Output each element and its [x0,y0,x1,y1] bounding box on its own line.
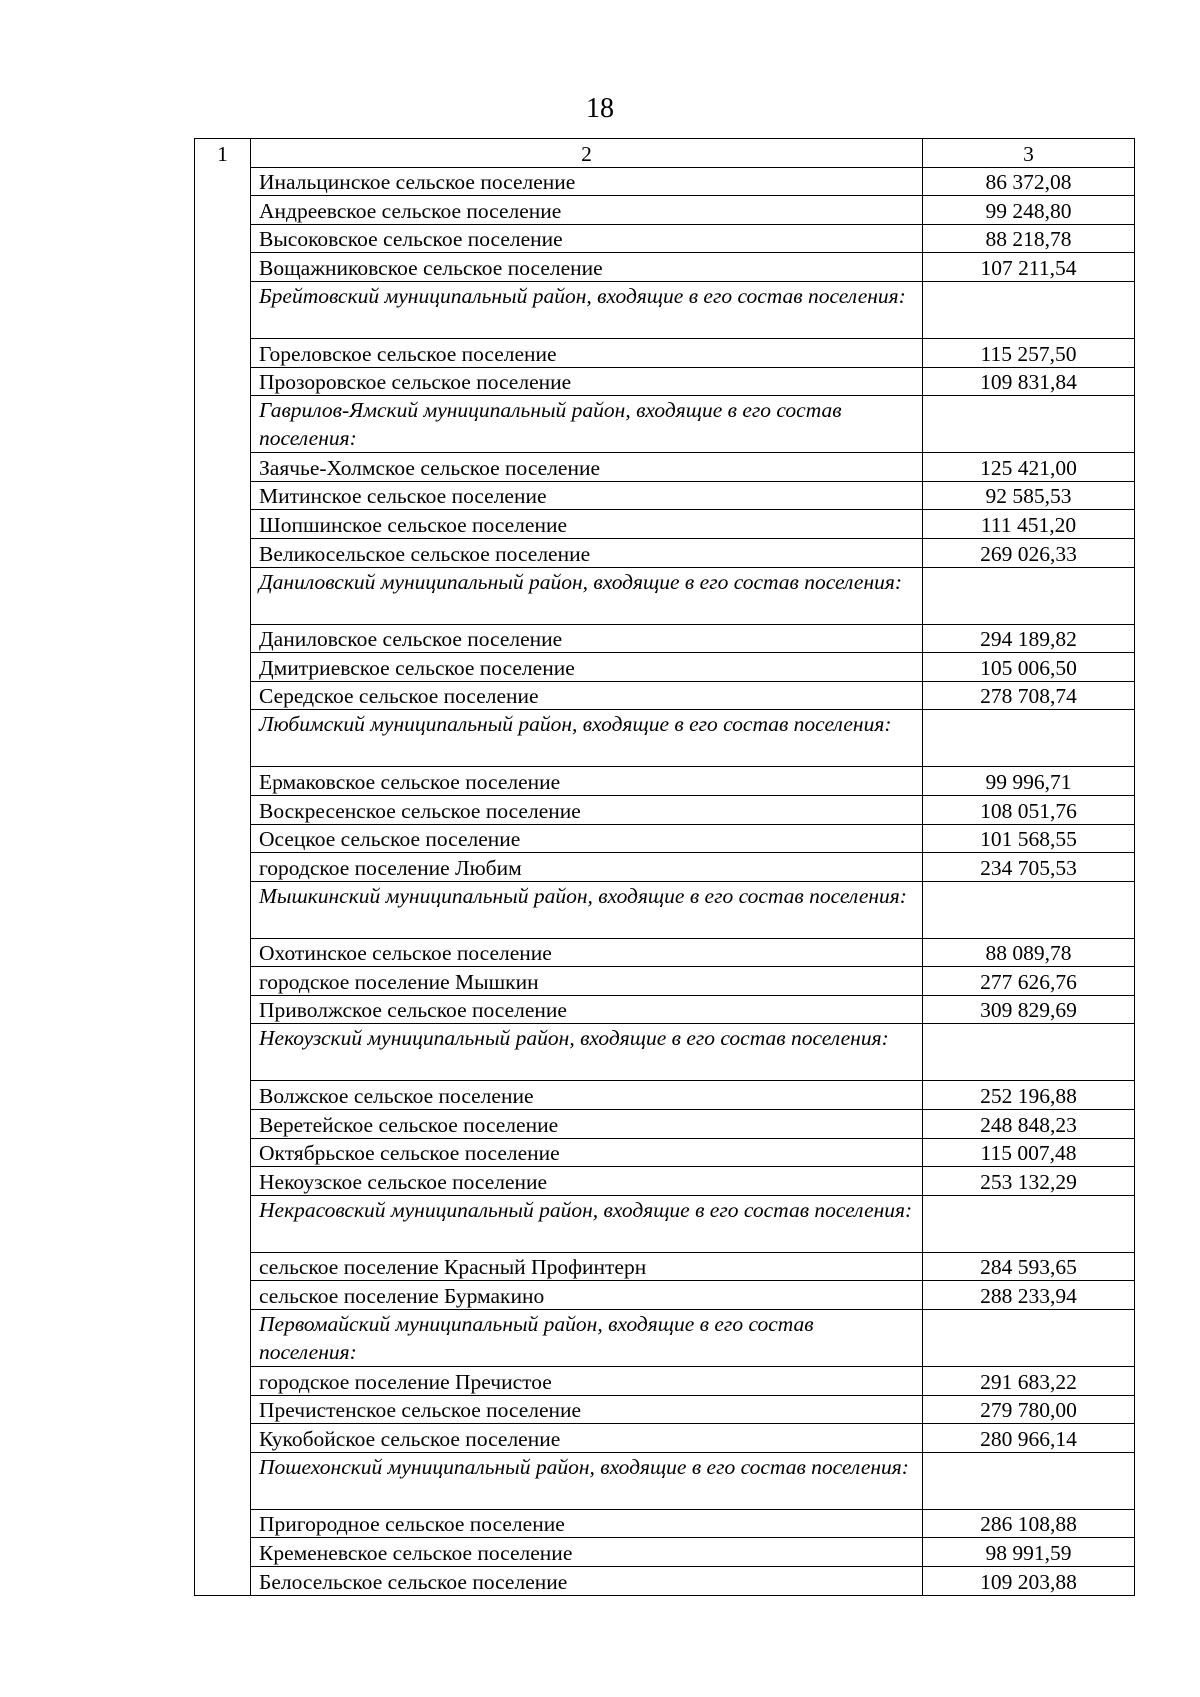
settlement-name-cell: Кукобойское сельское поселение [251,1424,923,1453]
amount-cell: 278 708,74 [923,681,1135,710]
row-index-cell [195,1538,251,1567]
district-name-cell: Любимский муниципальный район, входящие в его состав поселения: [251,710,923,767]
allocation-table [194,138,1135,1596]
header-col-2: 2 [251,139,923,168]
amount-cell: 111 451,20 [923,510,1135,539]
district-name-cell: Некоузский муниципальный район, входящие в его состав поселения: [251,1024,923,1081]
table-row [195,1567,1135,1596]
district-name-cell: Брейтовский муниципальный район, входящие в его состав поселения: [251,281,923,338]
settlement-name-cell: Волжское сельское поселение [251,1081,923,1110]
table-row [195,510,1135,539]
district-name-cell: Гаврилов-Ямский муниципальный район, входящие в его состав поселения: [251,396,923,453]
district-row [195,567,1135,624]
settlement-name-cell: Гореловское сельское поселение [251,338,923,367]
row-index-cell [195,481,251,510]
row-index-cell [195,881,251,938]
header-col-3: 3 [923,139,1135,168]
settlement-name-cell: Митинское сельское поселение [251,481,923,510]
row-index-cell [195,767,251,796]
row-index-cell [195,710,251,767]
amount-cell [923,567,1135,624]
amount-cell: 125 421,00 [923,453,1135,482]
row-index-cell [195,1310,251,1367]
row-index-cell [195,967,251,996]
amount-cell: 108 051,76 [923,795,1135,824]
row-index-cell [195,253,251,282]
table-row [195,1509,1135,1538]
table-row [195,1281,1135,1310]
table-row [195,1367,1135,1396]
table-row [195,624,1135,653]
row-index-cell [195,167,251,196]
row-index-cell [195,510,251,539]
amount-cell: 92 585,53 [923,481,1135,510]
settlement-name-cell: Воскресенское сельское поселение [251,795,923,824]
amount-cell: 88 218,78 [923,224,1135,253]
amount-cell: 252 196,88 [923,1081,1135,1110]
district-name-cell: Пошехонский муниципальный район, входящие в его состав поселения: [251,1452,923,1509]
amount-cell: 309 829,69 [923,995,1135,1024]
table-row [195,253,1135,282]
row-index-cell [195,853,251,882]
row-index-cell [195,824,251,853]
settlement-name-cell: Прозоровское сельское поселение [251,367,923,396]
settlement-name-cell: Заячье-Холмское сельское поселение [251,453,923,482]
table-row [195,453,1135,482]
row-index-cell [195,1110,251,1139]
table-row [195,681,1135,710]
settlement-name-cell: сельское поселение Бурмакино [251,1281,923,1310]
amount-cell: 99 996,71 [923,767,1135,796]
table-row [195,795,1135,824]
row-index-cell [195,224,251,253]
row-index-cell [195,1281,251,1310]
district-name-cell: Даниловский муниципальный район, входящие в его состав поселения: [251,567,923,624]
amount-cell [923,1452,1135,1509]
amount-cell: 234 705,53 [923,853,1135,882]
settlement-name-cell: Белосельское сельское поселение [251,1567,923,1596]
row-index-cell [195,1081,251,1110]
amount-cell: 115 257,50 [923,338,1135,367]
row-index-cell [195,1424,251,1453]
settlement-name-cell: городское поселение Любим [251,853,923,882]
district-row [195,1452,1135,1509]
amount-cell: 109 203,88 [923,1567,1135,1596]
table-row [195,367,1135,396]
settlement-name-cell: Приволжское сельское поселение [251,995,923,1024]
row-index-cell [195,1252,251,1281]
row-index-cell [195,653,251,682]
settlement-name-cell: Октябрьское сельское поселение [251,1138,923,1167]
settlement-name-cell: Дмитриевское сельское поселение [251,653,923,682]
amount-cell: 288 233,94 [923,1281,1135,1310]
district-row [195,396,1135,453]
amount-cell: 107 211,54 [923,253,1135,282]
settlement-name-cell: Пречистенское сельское поселение [251,1395,923,1424]
table-row [195,1138,1135,1167]
row-index-cell [195,1138,251,1167]
amount-cell [923,1310,1135,1367]
table-row [195,167,1135,196]
settlement-name-cell: сельское поселение Красный Профинтерн [251,1252,923,1281]
row-index-cell [195,567,251,624]
district-row [195,281,1135,338]
settlement-name-cell: Высоковское сельское поселение [251,224,923,253]
amount-cell: 98 991,59 [923,1538,1135,1567]
settlement-name-cell: городское поселение Мышкин [251,967,923,996]
amount-cell: 115 007,48 [923,1138,1135,1167]
table-row [195,1252,1135,1281]
table-row [195,538,1135,567]
district-name-cell: Некрасовский муниципальный район, входящие в его состав поселения: [251,1195,923,1252]
amount-cell: 105 006,50 [923,653,1135,682]
table-row [195,938,1135,967]
settlement-name-cell: Веретейское сельское поселение [251,1110,923,1139]
row-index-cell [195,453,251,482]
amount-cell: 248 848,23 [923,1110,1135,1139]
row-index-cell [195,938,251,967]
settlement-name-cell: Андреевское сельское поселение [251,196,923,225]
row-index-cell [195,1024,251,1081]
settlement-name-cell: Кременевское сельское поселение [251,1538,923,1567]
row-index-cell [195,795,251,824]
table-row [195,481,1135,510]
amount-cell: 88 089,78 [923,938,1135,967]
amount-cell: 269 026,33 [923,538,1135,567]
amount-cell: 280 966,14 [923,1424,1135,1453]
row-index-cell [195,338,251,367]
row-index-cell [195,538,251,567]
table-row [195,853,1135,882]
district-row [195,881,1135,938]
amount-cell [923,710,1135,767]
amount-cell [923,281,1135,338]
row-index-cell [195,1509,251,1538]
row-index-cell [195,1167,251,1196]
row-index-cell [195,995,251,1024]
amount-cell: 294 189,82 [923,624,1135,653]
settlement-name-cell: городское поселение Пречистое [251,1367,923,1396]
district-row [195,710,1135,767]
table-row [195,1424,1135,1453]
settlement-name-cell: Шопшинское сельское поселение [251,510,923,539]
table-row [195,1167,1135,1196]
table-row [195,767,1135,796]
table-row [195,1081,1135,1110]
amount-cell [923,1024,1135,1081]
settlement-name-cell: Некоузское сельское поселение [251,1167,923,1196]
table-row [195,967,1135,996]
row-index-cell [195,1567,251,1596]
amount-cell: 101 568,55 [923,824,1135,853]
row-index-cell [195,196,251,225]
row-index-cell [195,367,251,396]
table-header-row [195,139,1135,168]
settlement-name-cell: Охотинское сельское поселение [251,938,923,967]
amount-cell: 109 831,84 [923,367,1135,396]
amount-cell: 286 108,88 [923,1509,1135,1538]
table-row [195,824,1135,853]
header-col-1: 1 [195,139,251,168]
settlement-name-cell: Осецкое сельское поселение [251,824,923,853]
amount-cell: 277 626,76 [923,967,1135,996]
settlement-name-cell: Пригородное сельское поселение [251,1509,923,1538]
amount-cell: 99 248,80 [923,196,1135,225]
row-index-cell [195,1395,251,1424]
district-row [195,1024,1135,1081]
amount-cell: 291 683,22 [923,1367,1135,1396]
district-row [195,1195,1135,1252]
table-row [195,1395,1135,1424]
amount-cell: 284 593,65 [923,1252,1135,1281]
row-index-cell [195,1195,251,1252]
settlement-name-cell: Великосельское сельское поселение [251,538,923,567]
table-row [195,1538,1135,1567]
amount-cell [923,881,1135,938]
row-index-cell [195,281,251,338]
table-row [195,224,1135,253]
row-index-cell [195,681,251,710]
row-index-cell [195,624,251,653]
table-row [195,653,1135,682]
row-index-cell [195,396,251,453]
settlement-name-cell: Инальцинское сельское поселение [251,167,923,196]
amount-cell: 86 372,08 [923,167,1135,196]
amount-cell: 279 780,00 [923,1395,1135,1424]
amount-cell [923,396,1135,453]
district-row [195,1310,1135,1367]
district-name-cell: Мышкинский муниципальный район, входящие в его состав поселения: [251,881,923,938]
table-row [195,995,1135,1024]
district-name-cell: Первомайский муниципальный район, входящие в его состав поселения: [251,1310,923,1367]
row-index-cell [195,1367,251,1396]
amount-cell [923,1195,1135,1252]
table-row [195,1110,1135,1139]
page-number: 18 [586,93,614,124]
table-row [195,196,1135,225]
settlement-name-cell: Вощажниковское сельское поселение [251,253,923,282]
settlement-name-cell: Даниловское сельское поселение [251,624,923,653]
row-index-cell [195,1452,251,1509]
amount-cell: 253 132,29 [923,1167,1135,1196]
settlement-name-cell: Ермаковское сельское поселение [251,767,923,796]
table-row [195,338,1135,367]
settlement-name-cell: Середское сельское поселение [251,681,923,710]
